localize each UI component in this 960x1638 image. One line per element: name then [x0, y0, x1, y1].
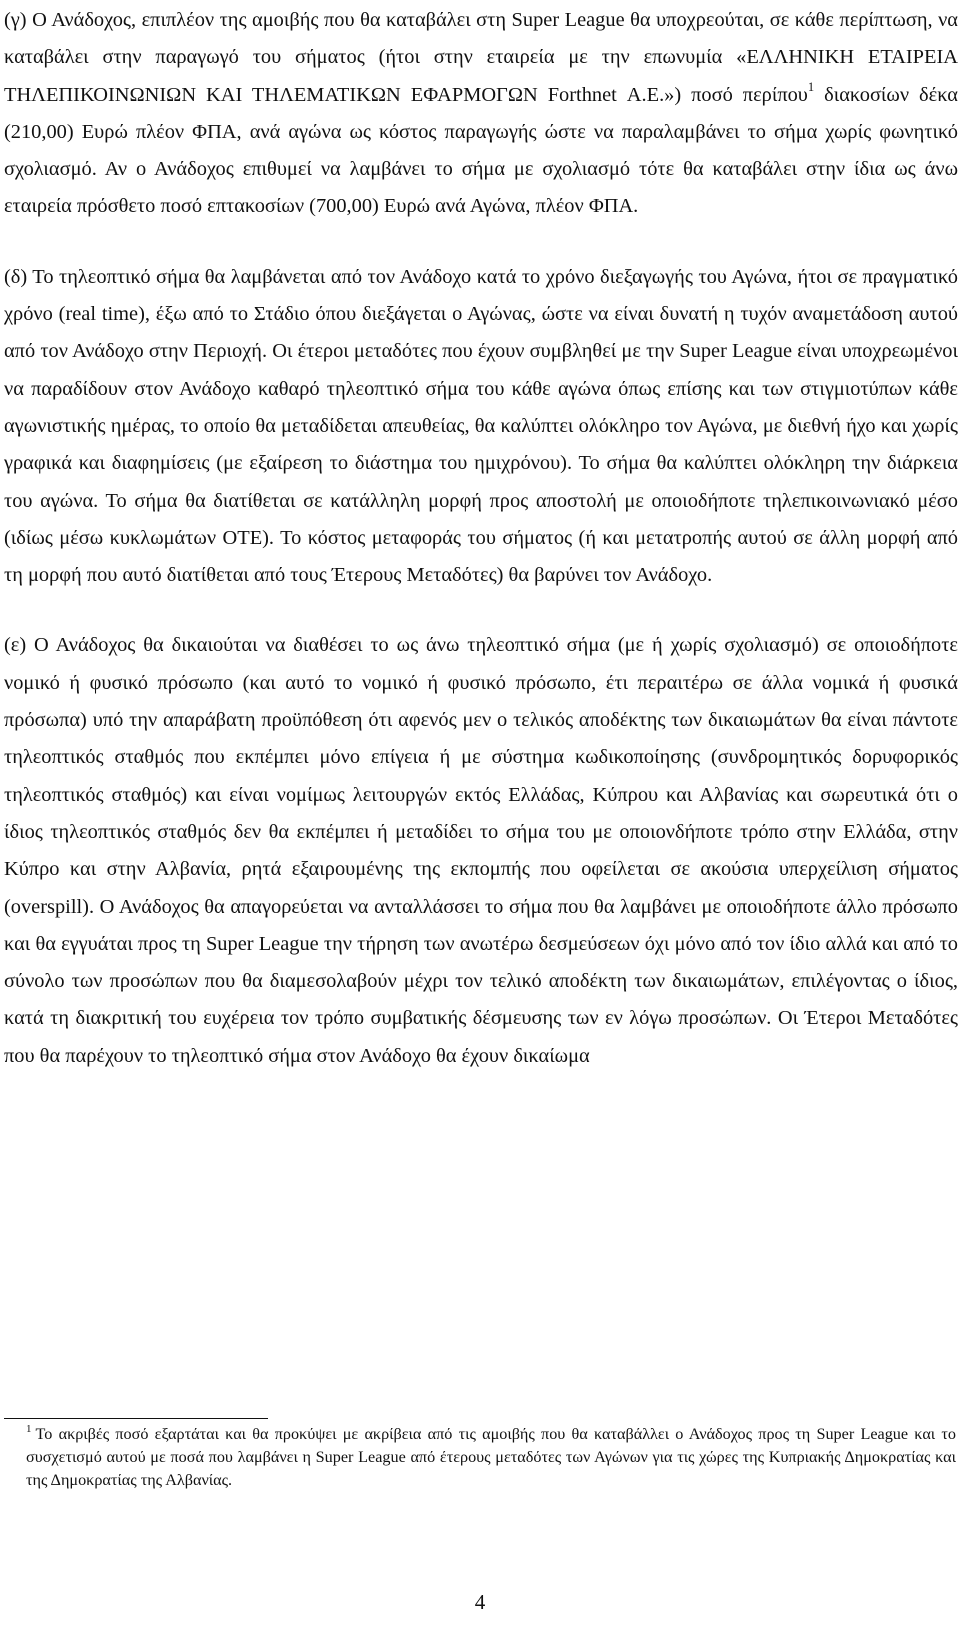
document-body [4, 2, 958, 1075]
footnote-text: Το ακριβές ποσό εξαρτάται και θα προκύψει με ακρίβεια από τις αμοιβής που θα καταβάλλει ο Ανάδοχος προς τη Super League και το συσχετισμό αυτού με ποσά που λαμβάνει η Super League από έτερους μεταδότες των Αγώνων για τις χώρες της Κυπριακής Δημοκρατίας και της Δημοκρατίας της Αλβανίας. [26, 1425, 956, 1490]
paragraph-epsilon: (ε) Ο Ανάδοχος θα δικαιούται να διαθέσει το ως άνω τηλεοπτικό σήμα (με ή χωρίς σχολιασμό) σε οποιοδήποτε νομικό ή φυσικό πρόσωπο (και αυτό το νομικό ή φυσικό πρόσωπο, έτι περαιτέρω σε άλλα νομικά ή φυσικά πρόσωπα) υπό την απαράβατη προϋπόθεση ότι αφενός μεν ο τελικός αποδέκτης των δικαιωμάτων θα είναι πάντοτε τηλεοπτικός σταθμός που εκπέμπει μόνο επίγεια ή με σύστημα κωδικοποίησης (συνδρομητικός δορυφορικός τηλεοπτικός σταθμός) και είναι νομίμως λειτουργών εκτός Ελλάδας, Κύπρου και Αλβανίας και σωρευτικά ότι ο ίδιος τηλεοπτικός σταθμός δεν θα εκπέμπει ή μεταδίδει το σήμα του με οποιονδήποτε τρόπο στην Ελλάδα, στην Κύπρο και στην Αλβανία, ρητά εξαιρουμένης της εκπομπής που οφείλεται σε ακούσια υπερχείλιση σήματος (overspill). Ο Ανάδοχος θα απαγορεύεται να ανταλλάσσει το σήμα που θα λαμβάνει με οποιοδήποτε άλλο πρόσωπο και θα εγγυάται προς τη Super League την τήρηση των ανωτέρω δεσμεύσεων όχι μόνο από τον ίδιο αλλά και από το σύνολο των προσώπων που θα διαμεσολαβούν μέχρι τον τελικό αποδέκτη των δικαιωμάτων, επιλέγοντας ο ίδιος, κατά τη διακριτική του ευχέρεια τον τρόπο συμβατικής δέσμευσης των εν λόγω προσώπων. Οι Έτεροι Μεταδότες που θα παρέχουν το τηλεοπτικό σήμα στον Ανάδοχο θα έχουν δικαίωμα [4, 634, 958, 1067]
footnote-reference: 1 [807, 79, 815, 94]
paragraph-gamma-text-1: (γ) Ο Ανάδοχος, επιπλέον της αμοιβής που θα καταβάλει στη Super League θα υποχρεούται, σε κάθε περίπτωση, να καταβάλει στην παραγωγό του σήματος (ήτοι στην εταιρεία με την επωνυμία «ΕΛΛΗΝΙΚΗ ΕΤΑΙΡΕΙΑ ΤΗΛΕΠΙΚΟΙΝΩΝΙΩΝ ΚΑΙ ΤΗΛΕΜΑΤΙΚΩΝ ΕΦΑΡΜΟΓΩΝ Forthnet Α.Ε.») ποσό περίπου [4, 9, 958, 106]
paragraph-gamma [4, 2, 958, 226]
paragraph-delta: (δ) Το τηλεοπτικό σήμα θα λαμβάνεται από τον Ανάδοχο κατά το χρόνο διεξαγωγής του Αγώνα, ήτοι σε πραγματικό χρόνο (real time), έξω από το Στάδιο όπου διεξάγεται ο Αγώνας, ώστε να είναι δυνατή η τυχόν αναμετάδοση αυτού από τον Ανάδοχο στην Περιοχή. Οι έτεροι μεταδότες που έχουν συμβληθεί με την Super League είναι υποχρεωμένοι να παραδίδουν στον Ανάδοχο καθαρό τηλεοπτικό σήμα του κάθε αγώνα όπως επίσης και των στιγμιοτύπων κάθε αγωνιστικής ημέρας, το οποίο θα μεταδίδεται απευθείας, θα καλύπτει ολόκληρο τον Αγώνα, με διεθνή ήχο και χωρίς γραφικά και διαφημίσεις (με εξαίρεση το διάστημα του ημιχρόνου). Το σήμα θα καλύπτει ολόκληρη την διάρκεια του αγώνα. Το σήμα θα διατίθεται σε κατάλληλη μορφή προς αποστολή με οποιοδήποτε τηλεπικοινωνιακό μέσο (ιδίως μέσω κυκλωμάτων ΟΤΕ). Το κόστος μεταφοράς του σήματος (ή και μετατροπής αυτού σε άλλη μορφή από τη μορφή που αυτό διατίθεται από τους Έτερους Μεταδότες) θα βαρύνει τον Ανάδοχο. [4, 265, 958, 587]
footnote [26, 1423, 956, 1493]
footnote-divider [4, 1418, 268, 1419]
page-number: 4 [474, 1590, 486, 1614]
paragraph-gamma-text-2: διακοσίων δέκα (210,00) Ευρώ πλέον ΦΠΑ, ανά αγώνα ως κόστος παραγωγής ώστε να παραλαμβάνει το σήμα χωρίς φωνητικό σχολιασμό. Αν ο Ανάδοχος επιθυμεί να λαμβάνει το σήμα με σχολιασμό τότε θα καταβάλει στην ίδια ως άνω εταιρεία πρόσθετο ποσό επτακοσίων (700,00) Ευρώ ανά Αγώνα, πλέον ΦΠΑ. [4, 83, 958, 218]
footnote-marker: 1 [26, 1422, 32, 1435]
